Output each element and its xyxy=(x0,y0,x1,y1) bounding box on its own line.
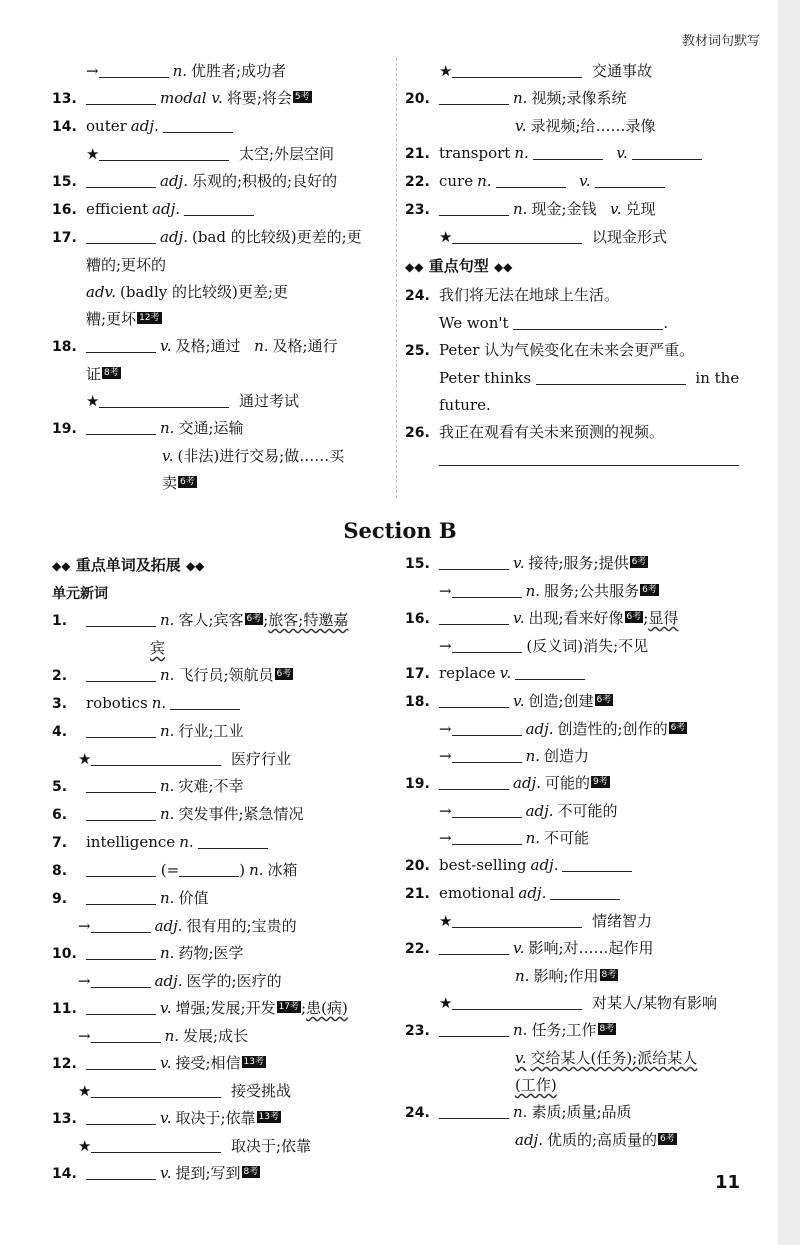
diamond-icon: ◆◆ xyxy=(185,559,205,573)
star-icon: ★ xyxy=(439,912,453,930)
star-icon: ★ xyxy=(439,228,453,246)
vocab-item-cont: n. 影响;作用 8考 xyxy=(515,967,617,985)
answer-line[interactable] xyxy=(439,447,739,466)
vocab-phrase: ★ 取决于;依靠 xyxy=(78,1137,312,1155)
vocab-phrase: ★ 对某人/某物有影响 xyxy=(439,994,718,1012)
exam-count-badge: 13考 xyxy=(258,1112,279,1122)
star-icon: ★ xyxy=(86,392,100,410)
exam-count-badge: 17考 xyxy=(278,1002,300,1012)
section-b-right-column xyxy=(405,550,750,1154)
vocab-item: 13. v. 取决于;依靠 13考 xyxy=(52,1109,279,1127)
answer-blank[interactable] xyxy=(163,116,233,133)
vocab-derivative: → n. 服务;公共服务 6考 xyxy=(439,582,657,600)
vocab-item: 10. n. 药物;医学 xyxy=(52,944,244,962)
vocab-item: 18. v. 及格;通过 n. 及格;通行 xyxy=(52,337,338,355)
answer-blank[interactable] xyxy=(439,88,509,105)
page-number: 11 xyxy=(714,1172,740,1193)
answer-blank[interactable] xyxy=(452,801,522,818)
vocab-item: 2. n. 飞行员;领航员 6考 xyxy=(52,666,292,684)
answer-blank[interactable] xyxy=(533,143,603,160)
answer-blank[interactable] xyxy=(91,1026,161,1043)
answer-blank[interactable] xyxy=(439,938,509,955)
vocab-item: 15. v. 接待;服务;提供 6考 xyxy=(405,554,647,572)
vocab-item: 14. outer adj. xyxy=(52,113,387,141)
answer-blank[interactable] xyxy=(91,1081,221,1098)
star-icon: ★ xyxy=(439,62,453,80)
vocab-item-cont: v. (非法)进行交易;做……买 xyxy=(162,447,345,465)
diamond-icon: ◆◆ xyxy=(52,559,71,573)
vocab-derivative: → adj. 医学的;医疗的 xyxy=(78,972,282,990)
answer-blank[interactable] xyxy=(452,61,582,78)
answer-blank[interactable] xyxy=(86,1053,156,1070)
answer-blank[interactable] xyxy=(86,88,156,105)
vocab-item: → n. 优胜者;成功者 xyxy=(86,62,287,80)
sentences-heading: ◆◆ 重点句型 ◆◆ xyxy=(405,257,513,275)
vocab-item-cont: 证 8考 xyxy=(86,365,119,383)
answer-blank[interactable] xyxy=(99,61,169,78)
vocab-item: 17. replace v. xyxy=(405,660,750,688)
star-icon: ★ xyxy=(78,1137,92,1155)
answer-blank[interactable] xyxy=(595,171,665,188)
vocab-item-cont: 糟;更坏 12考 xyxy=(86,310,160,328)
vocab-item-cont: 宾 xyxy=(150,639,166,657)
diamond-icon: ◆◆ xyxy=(405,260,424,274)
answer-blank[interactable] xyxy=(86,860,156,877)
answer-blank[interactable] xyxy=(99,144,229,161)
vocab-phrase: ★ 接受挑战 xyxy=(78,1082,292,1100)
diamond-icon: ◆◆ xyxy=(493,260,513,274)
vocab-item: 15. adj. 乐观的;积极的;良好的 xyxy=(52,172,338,190)
vocab-item-cont: v. 录视频;给……录像 xyxy=(515,117,656,135)
words-heading: ◆◆ 重点单词及拓展 ◆◆ xyxy=(52,556,205,574)
answer-blank[interactable] xyxy=(515,663,585,680)
vocab-item: 9. n. 价值 xyxy=(52,889,209,907)
sentence-item: 25. Peter 认为气候变化在未来会更严重。 xyxy=(405,341,695,359)
vocab-item: 4. n. 行业;工业 xyxy=(52,722,244,740)
vocab-item: 22. v. 影响;对……起作用 xyxy=(405,939,654,957)
answer-blank[interactable] xyxy=(86,998,156,1015)
answer-blank[interactable] xyxy=(86,1108,156,1125)
answer-blank[interactable] xyxy=(439,1020,509,1037)
vocab-item: 21. transport n. v. xyxy=(405,140,750,168)
answer-blank[interactable] xyxy=(452,581,522,598)
answer-blank[interactable] xyxy=(170,693,240,710)
vocab-item: 7. intelligence n. xyxy=(52,829,392,857)
star-icon: ★ xyxy=(86,145,100,163)
vocab-item: 16. efficient adj. xyxy=(52,196,387,224)
vocab-derivative: → adj. 很有用的;宝贵的 xyxy=(78,917,297,935)
exam-count-badge: 8考 xyxy=(599,1024,615,1034)
answer-blank[interactable] xyxy=(86,776,156,793)
answer-blank[interactable] xyxy=(86,418,156,435)
vocab-item-cont: adj. 优质的;高质量的 6考 xyxy=(515,1131,675,1149)
sentence-answer: We won't . xyxy=(439,314,669,332)
exam-count-badge: 6考 xyxy=(276,669,292,679)
subheading: 单元新词 xyxy=(52,586,108,602)
answer-blank[interactable] xyxy=(91,971,151,988)
answer-blank[interactable] xyxy=(536,368,686,385)
vocab-item: 19. adj. 可能的 9考 xyxy=(405,774,608,792)
answer-blank[interactable] xyxy=(91,916,151,933)
answer-blank[interactable] xyxy=(439,691,509,708)
vocab-phrase: ★ 情绪智力 xyxy=(439,912,653,930)
answer-blank[interactable] xyxy=(452,911,582,928)
answer-blank[interactable] xyxy=(86,171,156,188)
section-title: Section B xyxy=(343,518,457,543)
answer-blank[interactable] xyxy=(86,665,156,682)
exam-count-badge: 8考 xyxy=(104,368,119,378)
exam-count-badge: 5考 xyxy=(294,92,310,102)
sentence-answer-cont: future. xyxy=(439,396,491,414)
vocab-phrase: ★ 交通事故 xyxy=(439,62,653,80)
vocab-derivative: → n. 创造力 xyxy=(439,747,590,765)
vocab-phrase: ★ 太空;外层空间 xyxy=(86,145,335,163)
vocab-item: 20. best-selling adj. xyxy=(405,852,750,880)
star-icon: ★ xyxy=(78,1082,92,1100)
vocab-item: 13. modal v. 将要;将会 5考 xyxy=(52,89,310,107)
vocab-item-cont: v. 交给某人(任务);派给某人 xyxy=(515,1049,698,1067)
vocab-item: 5. n. 灾难;不幸 xyxy=(52,777,244,795)
answer-blank[interactable] xyxy=(439,1102,509,1119)
answer-blank[interactable] xyxy=(496,171,566,188)
exam-count-badge: 6考 xyxy=(180,477,195,487)
vocab-derivative: → n. 发展;成长 xyxy=(78,1027,249,1045)
sentence-item: 26. 我正在观看有关未来预测的视频。 xyxy=(405,423,665,441)
vocab-item: 22. cure n. v. xyxy=(405,168,750,196)
answer-blank[interactable] xyxy=(179,860,239,877)
exam-count-badge: 6考 xyxy=(642,585,657,595)
vocab-item: 6. n. 突发事件;紧急情况 xyxy=(52,805,304,823)
exam-count-badge: 6考 xyxy=(631,557,647,567)
vocab-item-cont: 糟的;更坏的 xyxy=(86,256,167,274)
answer-blank[interactable] xyxy=(86,943,156,960)
vocab-item: 23. n. 现金;金钱 v. 兑现 xyxy=(405,200,656,218)
answer-blank[interactable] xyxy=(91,749,221,766)
vocab-phrase: ★ 以现金形式 xyxy=(439,228,668,246)
exam-count-badge: 9考 xyxy=(592,777,608,787)
vocab-item-cont: (工作) xyxy=(515,1076,557,1094)
exam-count-badge: 8考 xyxy=(601,970,617,980)
exam-count-badge: 6考 xyxy=(596,695,612,705)
vocab-item: 11. v. 增强;发展;开发 17考 ;患(病) xyxy=(52,999,348,1017)
vocab-derivative: → n. 不可能 xyxy=(439,829,590,847)
vocab-item: 19. n. 交通;运输 xyxy=(52,419,244,437)
vocab-item: 16. v. 出现;看来好像 6考 ;显得 xyxy=(405,609,679,627)
vocab-item: 21. emotional adj. xyxy=(405,880,750,908)
vocab-item: 12. v. 接受;相信 13考 xyxy=(52,1054,264,1072)
vocab-item: 17. adj. (bad 的比较级)更差的;更 xyxy=(52,228,362,246)
page-edge xyxy=(778,0,800,1245)
answer-blank[interactable] xyxy=(184,199,254,216)
answer-blank[interactable] xyxy=(550,883,620,900)
vocab-item: 18. v. 创造;创建 6考 xyxy=(405,692,612,710)
vocab-item: 23. n. 任务;工作 8考 xyxy=(405,1021,615,1039)
vocab-phrase: ★ 医疗行业 xyxy=(78,750,292,768)
column-divider xyxy=(396,58,397,498)
sentence-answer: Peter thinks in the xyxy=(439,369,740,387)
answer-blank[interactable] xyxy=(452,828,522,845)
answer-blank[interactable] xyxy=(439,199,509,216)
exam-count-badge: 8考 xyxy=(243,1167,259,1177)
answer-blank[interactable] xyxy=(86,610,156,627)
section-a-right-column xyxy=(405,58,750,466)
star-icon: ★ xyxy=(78,750,92,768)
answer-blank[interactable] xyxy=(452,227,582,244)
page-header: 教材词句默写 xyxy=(681,34,760,49)
answer-blank[interactable] xyxy=(452,719,522,736)
answer-blank[interactable] xyxy=(86,227,156,244)
answer-blank[interactable] xyxy=(632,143,702,160)
answer-blank[interactable] xyxy=(452,993,582,1010)
answer-blank[interactable] xyxy=(198,832,268,849)
vocab-item: 8. (= ) n. 冰箱 xyxy=(52,861,298,879)
exam-count-badge: 12考 xyxy=(139,313,160,323)
vocab-item: 24. n. 素质;质量;品质 xyxy=(405,1103,632,1121)
exam-count-badge: 6考 xyxy=(660,1134,675,1144)
answer-blank[interactable] xyxy=(86,1163,156,1180)
section-b-left-column xyxy=(52,550,392,1188)
answer-blank[interactable] xyxy=(562,855,632,872)
vocab-item: 20. n. 视频;录像系统 xyxy=(405,89,627,107)
vocab-item-cont: adv. (badly 的比较级)更差;更 xyxy=(86,283,288,301)
answer-blank[interactable] xyxy=(513,313,663,330)
answer-blank[interactable] xyxy=(86,336,156,353)
exam-count-badge: 13考 xyxy=(243,1057,264,1067)
answer-blank[interactable] xyxy=(91,1136,221,1153)
vocab-item: 3. robotics n. xyxy=(52,690,392,718)
vocab-item-cont: 卖 6考 xyxy=(162,474,195,492)
answer-blank[interactable] xyxy=(439,553,509,570)
answer-blank[interactable] xyxy=(439,773,509,790)
answer-blank[interactable] xyxy=(86,721,156,738)
answer-blank[interactable] xyxy=(99,391,229,408)
section-a-left-column xyxy=(52,58,387,497)
sentence-item: 24. 我们将无法在地球上生活。 xyxy=(405,286,620,304)
exam-count-badge: 6考 xyxy=(246,614,262,624)
vocab-item: 1. n. 客人;宾客 6考 ;旅客;特邀嘉 xyxy=(52,611,349,629)
vocab-derivative: → adj. 创造性的;创作的 6考 xyxy=(439,720,686,738)
answer-blank[interactable] xyxy=(86,888,156,905)
vocab-phrase: ★ 通过考试 xyxy=(86,392,300,410)
answer-blank[interactable] xyxy=(439,608,509,625)
vocab-item: 14. v. 提到;写到 8考 xyxy=(52,1164,259,1182)
exam-count-badge: 6考 xyxy=(670,723,686,733)
answer-blank[interactable] xyxy=(86,804,156,821)
star-icon: ★ xyxy=(439,994,453,1012)
vocab-derivative: → adj. 不可能的 xyxy=(439,802,618,820)
answer-blank[interactable] xyxy=(452,746,522,763)
exam-count-badge: 6考 xyxy=(626,612,642,622)
vocab-derivative: → (反义词)消失;不见 xyxy=(439,637,649,655)
answer-blank[interactable] xyxy=(452,636,522,653)
